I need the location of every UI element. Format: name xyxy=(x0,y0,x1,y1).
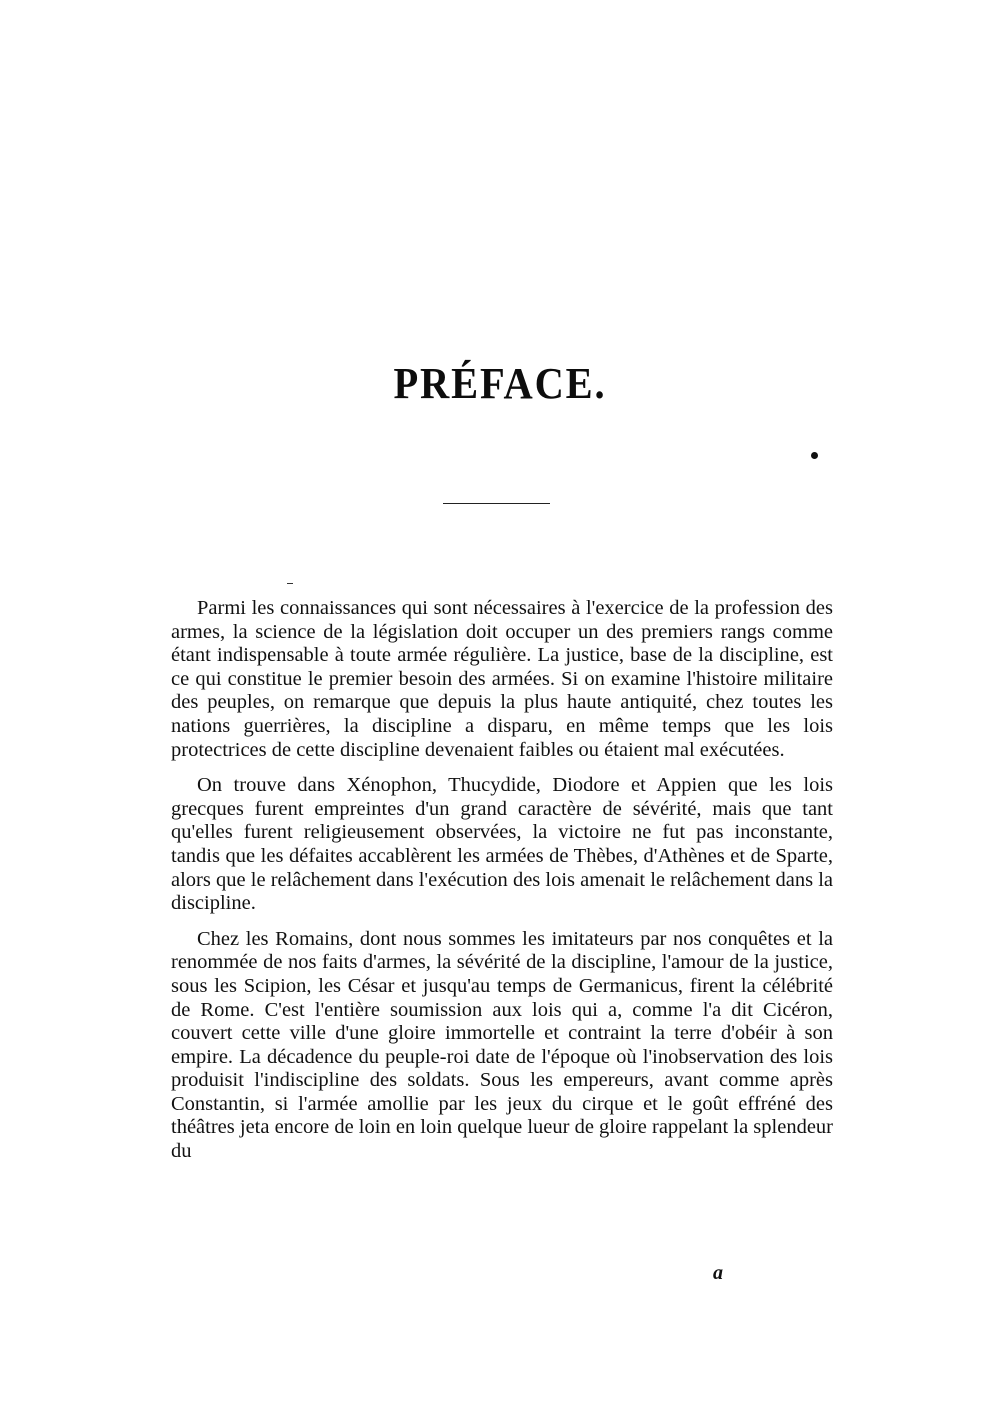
ink-dot-mark xyxy=(811,452,818,459)
signature-mark: a xyxy=(713,1262,723,1284)
paragraph-2: On trouve dans Xénophon, Thucydide, Diodore et Appien que les lois grecques furent empreintes d'un grand caractère de sévérité, mais que tant qu'elles furent religieusement observées, la victoire ne fut pas inconstante, tandis que les défaites accablèrent les armées de Thèbes, d'Athènes et de Sparte, alors que le relâchement dans l'exécution des lois amenait le relâchement dans la discipline. xyxy=(171,774,833,915)
ink-tick-mark xyxy=(287,583,293,584)
paragraph-3: Chez les Romains, dont nous sommes les imitateurs par nos conquêtes et la renommée de nos faits d'armes, la sévérité de la discipline, l'amour de la justice, sous les Scipion, les César et jusqu'au temps de Germanicus, firent la célébrité de Rome. C'est l'entière soumission aux lois qui a, comme l'a dit Cicéron, couvert cette ville d'une gloire immortelle et contraint la terre d'obéir à son empire. La décadence du peuple-roi date de l'époque où l'inobservation des lois produisit l'indiscipline des soldats. Sous les empereurs, avant comme après Constantin, si l'armée amollie par les jeux du cirque et le goût effréné des théâtres jeta encore de loin en loin quelque lueur de gloire rappelant la splendeur du xyxy=(171,927,833,1163)
paragraph-1: Parmi les connaissances qui sont nécessaires à l'exercice de la profession des armes, la science de la législation doit occuper un des premiers rangs comme étant indispensable à toute armée régulière. La justice, base de la discipline, est ce qui constitue le premier besoin des armées. Si on examine l'histoire militaire des peuples, on remarque que depuis la plus haute antiquité, chez toutes les nations guerrières, la discipline a disparu, en même temps que les lois protectrices de cette discipline devenaient faibles ou étaient mal exécutées. xyxy=(171,597,833,761)
page-title: PRÉFACE. xyxy=(393,359,607,408)
title-divider xyxy=(443,503,550,504)
body-text xyxy=(171,597,833,1176)
